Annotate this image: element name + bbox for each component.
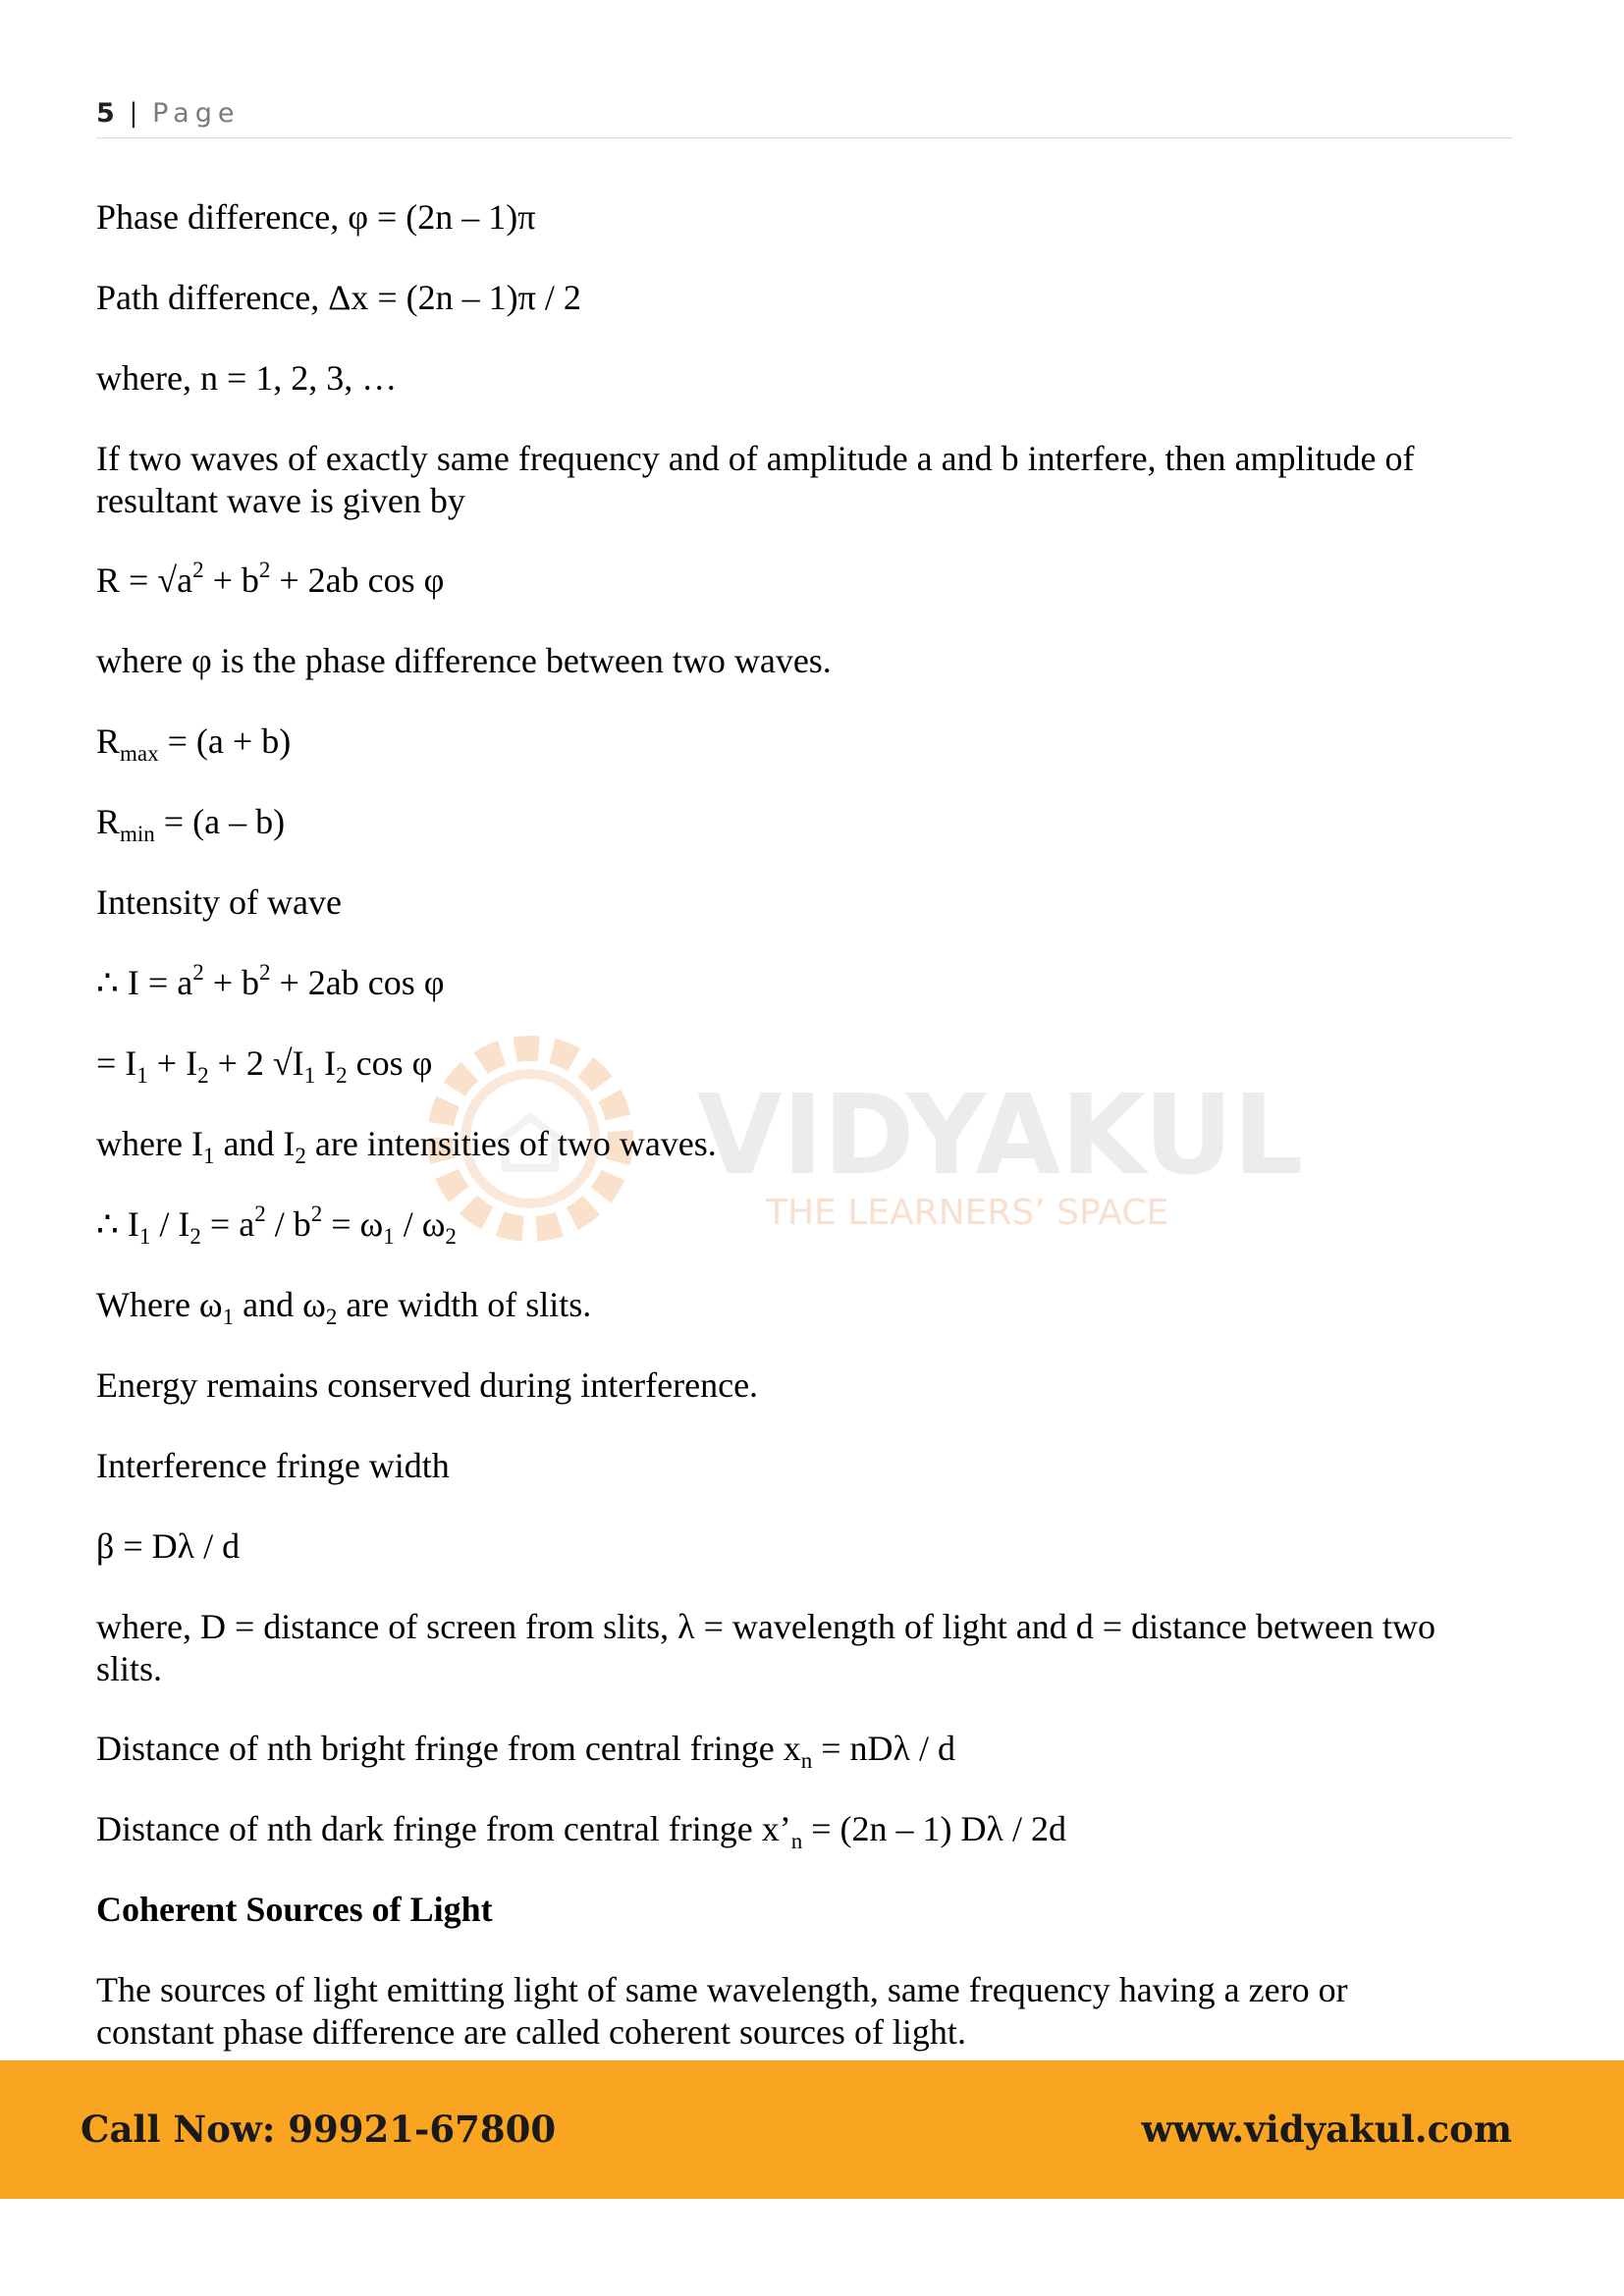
where-D-line-1: where, D = distance of screen from slits, λ = wavelength of light and d = distance between two [96, 1607, 1435, 1646]
two-waves-line-1: If two waves of exactly same frequency and of amplitude a and b interfere, then amplitude of [96, 439, 1415, 478]
rmax-formula: $R_{max} = (a + b)$ [96, 721, 292, 766]
fringe-width-line: Interference fringe width [96, 1446, 450, 1485]
where-slit-widths-line: Where $\omega_1$ and $\omega_2$ are width of slits. [96, 1285, 592, 1329]
footer-banner [0, 2060, 1624, 2199]
page-header [96, 98, 1512, 138]
website-link[interactable]: www.vidyakul.com [1141, 2108, 1512, 2151]
resultant-amplitude-formula: $R = √a^2 + b^2 + 2ab$ cos φ [96, 558, 445, 600]
watermark-tagline: THE LEARNERS’ SPACE [766, 1193, 1169, 1233]
where-D-line-2: slits. [96, 1649, 163, 1688]
watermark-brand: VIDYAKUL [697, 1072, 1304, 1200]
beta-formula: β = Dλ / d [96, 1526, 241, 1566]
rmin-formula: $R_{min} = (a - b)$ [96, 802, 286, 846]
intensity-sum-formula: = $I_1 + I_2 + 2$ $√I_1$ $I_2$ cos φ [96, 1043, 433, 1088]
where-phi-line: where φ is the phase difference between two waves. [96, 641, 832, 680]
two-waves-line-2: resultant wave is given by [96, 481, 465, 520]
intensity-heading-line: Intensity of wave [96, 882, 342, 922]
where-D-paragraph [96, 1606, 1530, 1690]
bright-fringe-line: Distance of nth bright fringe from central fringe $x_n = nD\lambda / d$ [96, 1729, 956, 1773]
phase-difference-line: Phase difference, φ = (2n – 1)π [96, 197, 536, 237]
coherent-line-2: constant phase difference are called coherent sources of light. [96, 2012, 966, 2052]
intensity-ratio-formula: ∴ $I_1 / I_2 = a^2 / b^2 = \omega_1 / \omega_2$ [96, 1201, 457, 1249]
where-n-line: where, n = 1, 2, 3, … [96, 358, 398, 398]
coherent-sources-heading: Coherent Sources of Light [96, 1890, 493, 1929]
energy-line: Energy remains conserved during interference. [96, 1365, 759, 1405]
header-separator: | [129, 98, 138, 129]
two-waves-paragraph [96, 438, 1530, 522]
call-now-text: Call Now: 99921-67800 [81, 2108, 557, 2151]
page-number: 5 [96, 98, 115, 129]
page-label: Page [152, 98, 241, 129]
dark-fringe-line: Distance of nth dark fringe from central fringe $x’_n = (2n - 1)$ Dλ / 2d [96, 1809, 1066, 1853]
path-difference-line: Path difference, Δx = (2n – 1)π / 2 [96, 278, 581, 317]
coherent-line-1: The sources of light emitting light of same wavelength, same frequency having a zero or [96, 1970, 1348, 2009]
intensity-formula: ∴ $I = a^2 + b^2 + 2ab$ cos φ [96, 960, 445, 1002]
coherent-paragraph [96, 1969, 1530, 2054]
where-intensities-line: where $I_1$ and $I_2$ are intensities of two waves. [96, 1124, 717, 1168]
